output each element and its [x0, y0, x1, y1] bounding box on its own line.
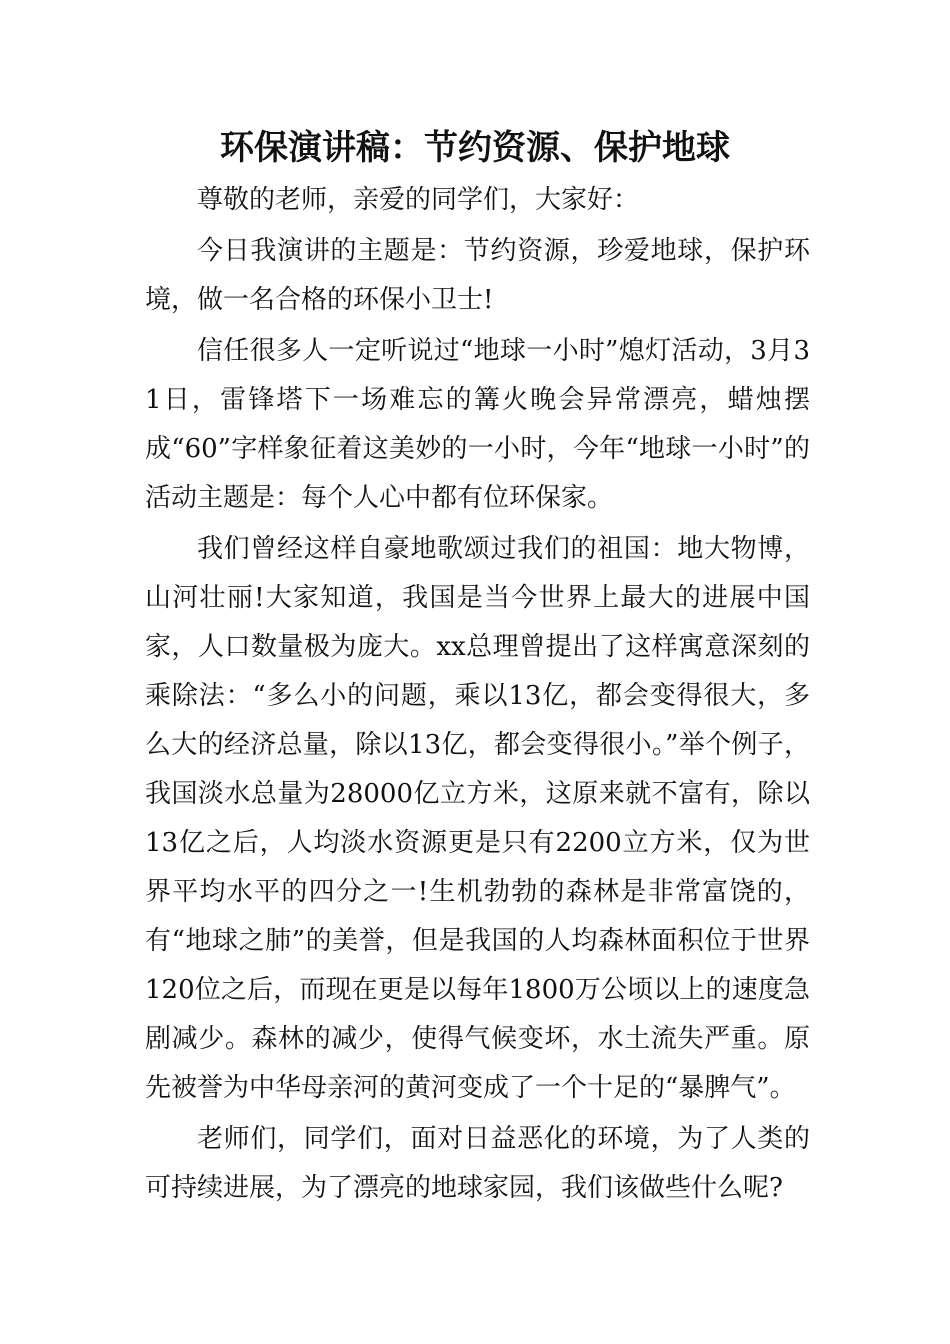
paragraph-earth-hour: 信任很多人一定听说过“地球一小时”熄灯活动，3月31日，雷锋塔下一场难忘的篝火晚会异常漂亮，蜡烛摆成“60”字样象征着这美妙的一小时，今年“地球一小时”的活动主题是：每个人心中都有位环保家。 — [145, 336, 810, 513]
paragraph-greeting: 尊敬的老师，亲爱的同学们，大家好： — [197, 185, 640, 215]
paragraph-question: 老师们，同学们，面对日益恶化的环境，为了人类的可持续进展，为了漂亮的地球家园，我们该做些什么呢? — [145, 1124, 810, 1203]
paragraph-theme: 今日我演讲的主题是：节约资源，珍爱地球，保护环境，做一名合格的环保小卫士! — [145, 236, 810, 315]
document-title: 环保演讲稿：节约资源、保护地球 — [220, 128, 730, 168]
document-body — [145, 176, 810, 1215]
paragraph-resources: 我们曾经这样自豪地歌颂过我们的祖国：地大物博，山河壮丽!大家知道，我国是当今世界上最大的进展中国家，人口数量极为庞大。xx总理曾提出了这样寓意深刻的乘除法：“多么小的问题，乘以13亿，都会变得很大，多么大的经济总量，除以13亿，都会变得很小。”举个例子，我国淡水总量为28000亿立方米，这原来就不富有，除以13亿之后，人均淡水资源更是只有2200立方米，仅为世界平均水平的四分之一!生机勃勃的森林是非常富饶的，有“地球之肺”的美誉，但是我国的人均森林面积位于世界120位之后，而现在更是以每年1800万公顷以上的速度急剧减少。森林的减少，使得气候变坏，水土流失严重。原先被誉为中华母亲河的黄河变成了一个十足的“暴脾气”。 — [145, 534, 810, 1103]
